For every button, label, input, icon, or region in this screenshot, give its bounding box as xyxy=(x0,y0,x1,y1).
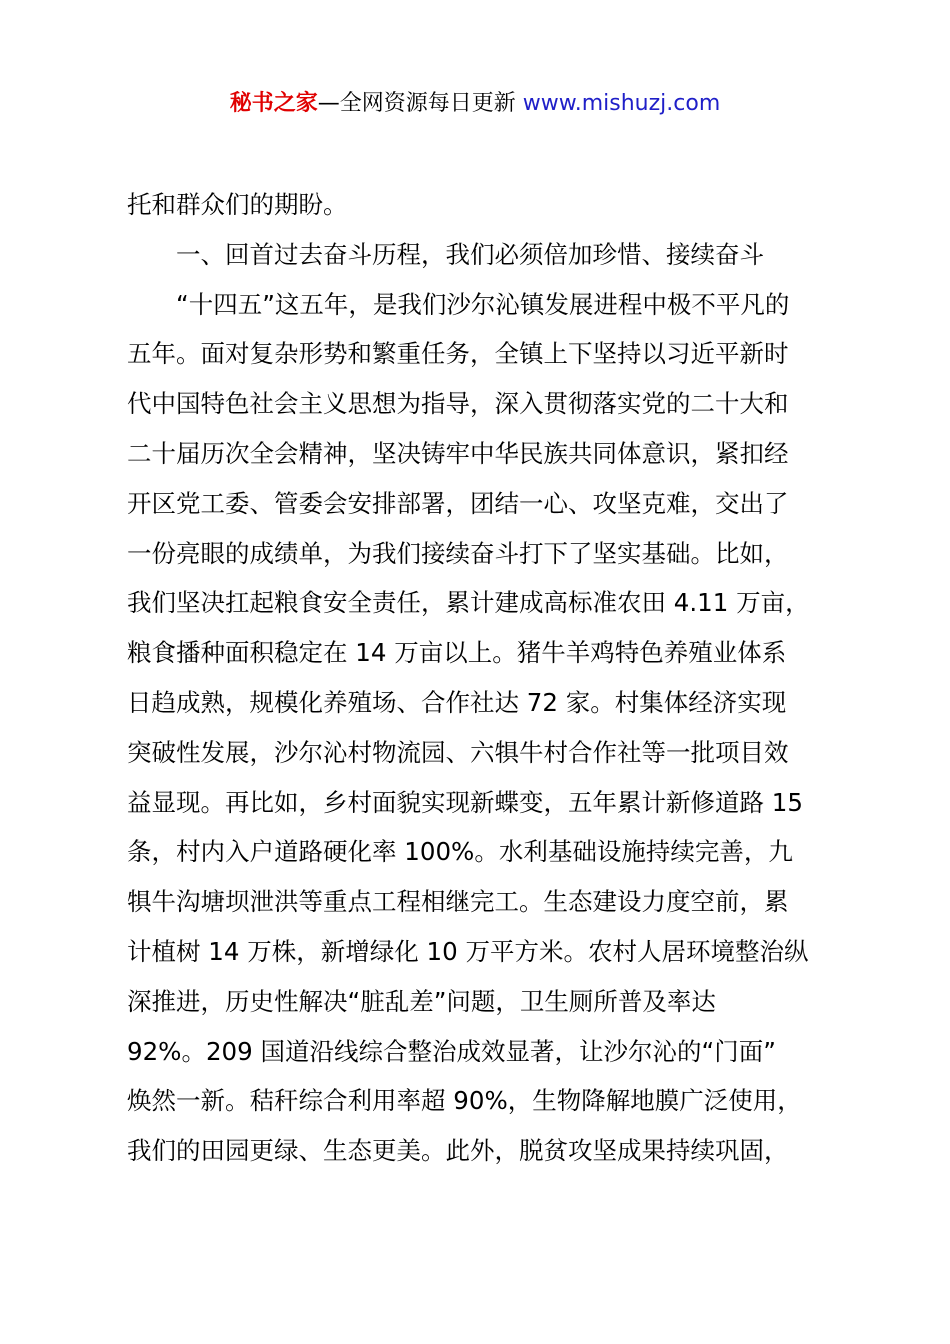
text-line: 焕然一新。秸秆综合利用率超 90%，生物降解地膜广泛使用， xyxy=(127,1086,802,1116)
section-heading: 一、回首过去奋斗历程，我们必须倍加珍惜、接续奋斗 xyxy=(127,239,764,269)
text-line: 犋牛沟塘坝泄洪等重点工程相继完工。生态建设力度空前，累 xyxy=(127,887,789,917)
text-line: 二十届历次全会精神，坚决铸牢中华民族共同体意识，紧扣经 xyxy=(127,438,789,468)
text-line: 开区党工委、管委会安排部署，团结一心、攻坚克难，交出了 xyxy=(127,488,789,518)
text-line: 突破性发展，沙尔沁村物流园、六犋牛村合作社等一批项目效 xyxy=(127,737,789,767)
text-line: 计植树 14 万株，新增绿化 10 万平方米。农村人居环境整治纵 xyxy=(127,936,809,966)
text-line: 代中国特色社会主义思想为指导，深入贯彻落实党的二十大和 xyxy=(127,389,789,419)
text-line: 托和群众们的期盼。 xyxy=(127,190,348,219)
text-line: 92%。209 国道沿线综合整治成效显著，让沙尔沁的“门面” xyxy=(127,1036,776,1066)
text-line: 粮食播种面积稳定在 14 万亩以上。猪牛羊鸡特色养殖业体系 xyxy=(127,638,787,668)
site-url-link[interactable]: www.mishuzj.com xyxy=(522,91,721,116)
text-line: 我们的田园更绿、生态更美。此外，脱贫攻坚成果持续巩固， xyxy=(127,1136,789,1166)
text-line: 深推进，历史性解决“脏乱差”问题，卫生厕所普及率达 xyxy=(127,986,716,1016)
text-line: 五年。面对复杂形势和繁重任务，全镇上下坚持以习近平新时 xyxy=(127,339,789,369)
site-header xyxy=(0,88,950,120)
text-line: 益显现。再比如，乡村面貌实现新蝶变，五年累计新修道路 15 xyxy=(127,787,803,817)
brand-name: 秘书之家 xyxy=(229,91,318,116)
site-tagline: —全网资源每日更新 xyxy=(317,91,523,116)
text-line: 条，村内入户道路硬化率 100%。水利基础设施持续完善，九 xyxy=(127,837,793,867)
text-line: 日趋成熟，规模化养殖场、合作社达 72 家。村集体经济实现 xyxy=(127,687,787,717)
document-body xyxy=(127,180,847,1176)
text-line: 一份亮眼的成绩单，为我们接续奋斗打下了坚实基础。比如， xyxy=(127,538,789,568)
text-line: “十四五”这五年，是我们沙尔沁镇发展进程中极不平凡的 xyxy=(127,289,790,319)
text-line: 我们坚决扛起粮食安全责任，累计建成高标准农田 4.11 万亩， xyxy=(127,588,810,618)
